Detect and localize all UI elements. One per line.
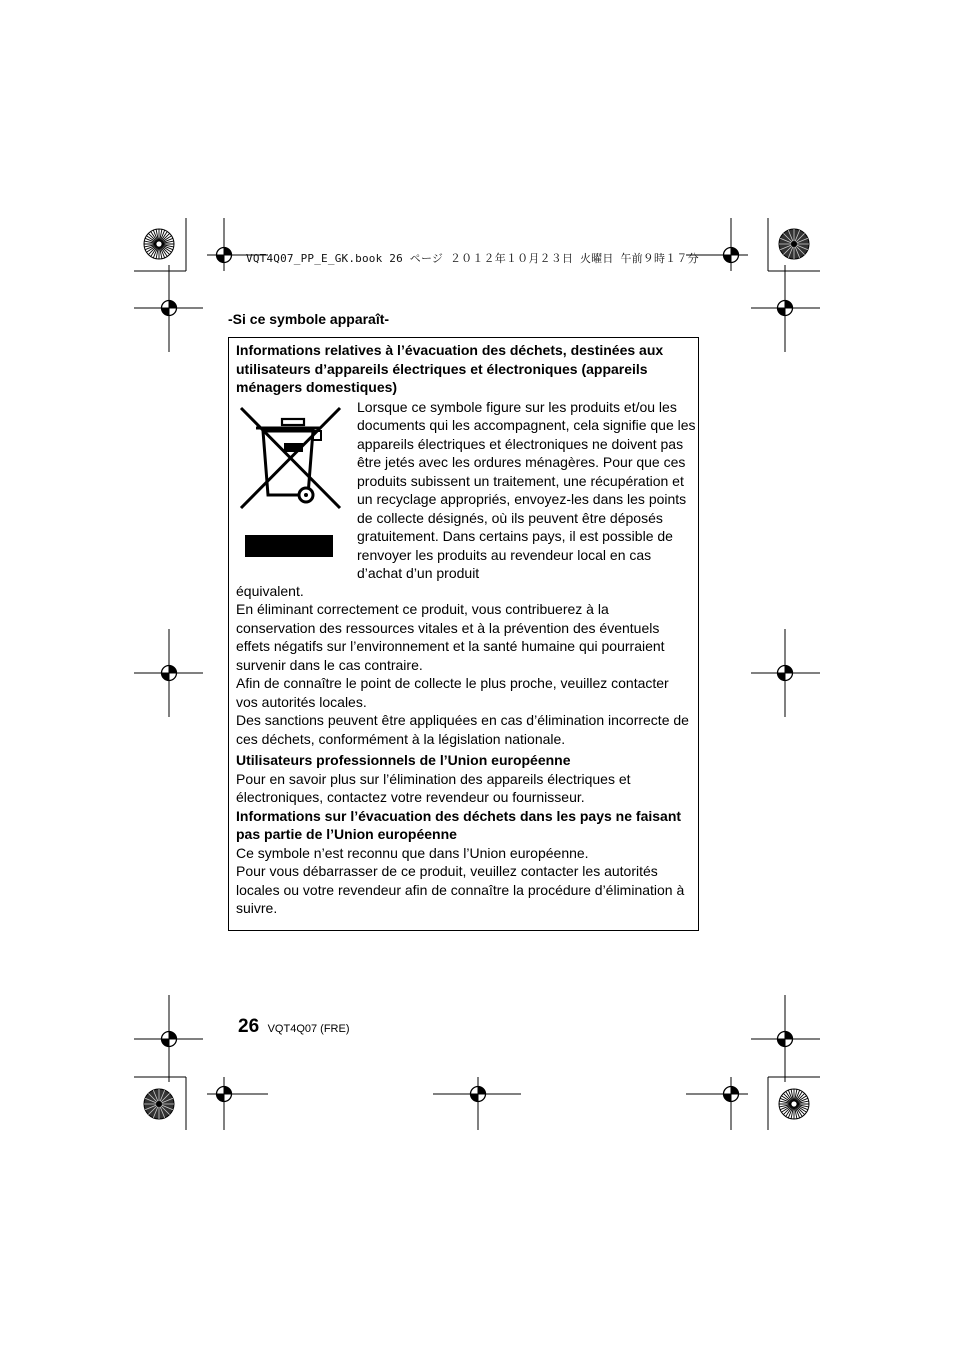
non-eu-heading: Informations sur l’évacuation des déchets dans les pays ne faisant pas partie de l’Union européenne: [236, 807, 682, 842]
document-code: VQT4Q07 (FRE): [267, 1023, 350, 1035]
paragraph: En éliminant correctement ce produit, vous contribuerez à la conservation des ressources vitales et à la prévention des éventuels effets négatifs sur l’environnement et la santé humaine qui pourraient survenir dans le cas contraire.: [236, 601, 665, 673]
non-eu-text: Pour vous débarrasser de ce produit, veuillez contacter les autorités locales ou votre revendeur afin de connaître la procédure d’élimination à suivre.: [236, 863, 685, 916]
symbol-block: [236, 398, 696, 582]
page-number: 26: [238, 1016, 260, 1037]
section-heading: -Si ce symbole apparaît-: [228, 311, 390, 327]
professional-users-heading: Utilisateurs professionnels de l’Union européenne: [236, 752, 571, 768]
paragraph: Des sanctions peuvent être appliquées en cas d’élimination incorrecte de ces déchets, conformément à la législation nationale.: [236, 712, 689, 747]
symbol-description: Lorsque ce symbole figure sur les produits et/ou les documents qui les accompagnent, cela signifie que les appareils électriques et électroniques ne doivent pas être jetés avec les ordures ménagères. Pour que ces produits subissent un traitement, une récupération et un recyclage appropriés, envoyez-les dans les points de collecte désignés, où ils peuvent être déposés gratuitement. Dans certains pays, il est possible de renvoyer les produits au revendeur local en cas d’achat d’un produit: [357, 398, 696, 581]
crossed-out-wheelie-bin-icon: [236, 398, 346, 578]
weee-info-box: [228, 337, 699, 931]
professional-users-text: Pour en savoir plus sur l’élimination des appareils électriques et électroniques, contactez votre revendeur ou fournisseur.: [236, 770, 631, 805]
non-eu-text: Ce symbole n’est reconnu que dans l’Union européenne.: [236, 844, 589, 861]
paragraph: Afin de connaître le point de collecte le plus proche, veuillez contacter vos autorités locales.: [236, 675, 669, 710]
symbol-description-tail: équivalent.: [236, 582, 304, 599]
running-header: VQT4Q07_PP_E_GK.book 26 ページ ２０１２年１０月２３日 火曜日 午前９時１７分: [246, 252, 699, 265]
box-title: Informations relatives à l’évacuation des déchets, destinées aux utilisateurs d’appareils électriques et électroniques (appareils ménagers domestiques): [236, 342, 664, 395]
page-footer: [238, 1016, 350, 1038]
